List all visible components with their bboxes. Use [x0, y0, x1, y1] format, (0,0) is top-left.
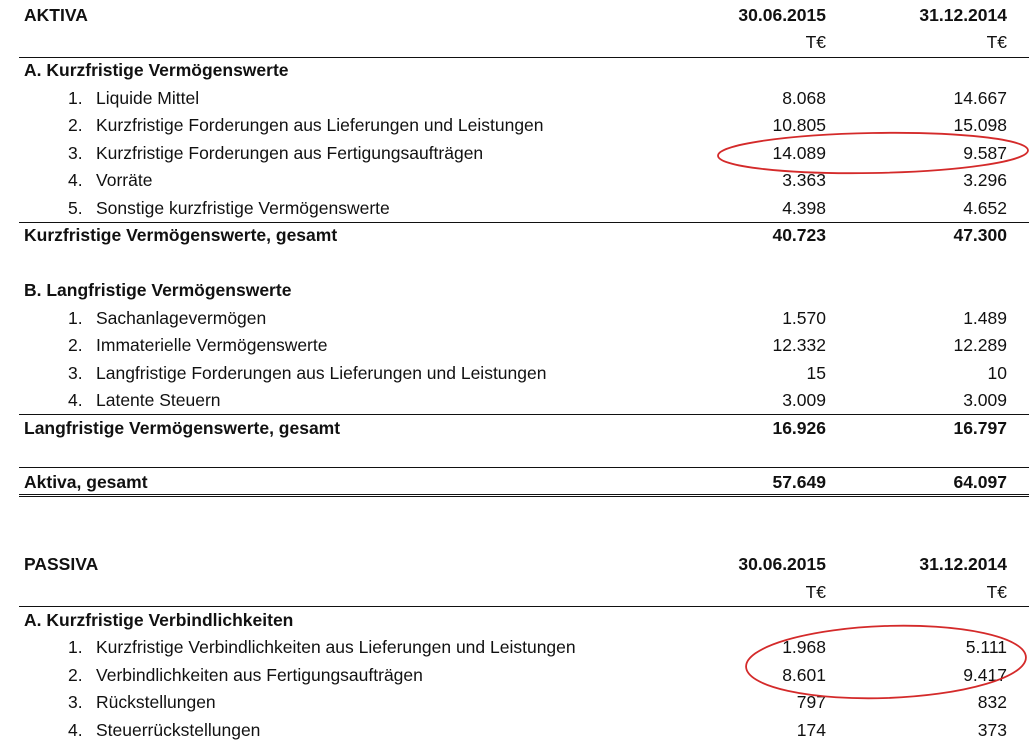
table-row	[0, 717, 1033, 744]
aktiva-col2-unit: T€	[986, 32, 1007, 52]
item-label: Langfristige Forderungen aus Lieferungen und Leistungen	[96, 363, 547, 383]
item-label: Kurzfristige Forderungen aus Lieferungen und Leistungen	[96, 115, 544, 135]
value-2015: 3.009	[782, 390, 826, 410]
value-2015: 8.068	[782, 88, 826, 108]
table-row	[0, 140, 1033, 167]
section-title-row	[0, 277, 1033, 304]
passiva-unit-row	[0, 579, 1033, 606]
item-label: Sachanlagevermögen	[96, 308, 267, 328]
item-number: 1.	[68, 637, 83, 657]
section-title: A. Kurzfristige Vermögenswerte	[24, 60, 289, 80]
passiva-heading: PASSIVA	[24, 554, 99, 574]
value-2015: 14.089	[772, 143, 826, 163]
value-2015: 4.398	[782, 198, 826, 218]
value-2014: 4.652	[963, 198, 1007, 218]
value-2015: 10.805	[772, 115, 826, 135]
value-2015: 174	[796, 720, 826, 740]
item-label: Kurzfristige Verbindlichkeiten aus Lieferungen und Leistungen	[96, 637, 576, 657]
value-2014: 3.009	[963, 390, 1007, 410]
item-number: 4.	[68, 720, 83, 740]
table-row	[0, 689, 1033, 716]
item-label: Sonstige kurzfristige Vermögenswerte	[96, 198, 390, 218]
item-number: 1.	[68, 88, 83, 108]
table-row	[0, 387, 1033, 414]
aktiva-heading: AKTIVA	[24, 5, 88, 25]
item-label: Liquide Mittel	[96, 88, 200, 108]
item-number: 4.	[68, 390, 83, 410]
value-2015: 15	[806, 363, 826, 383]
table-row	[0, 634, 1033, 661]
value-2014: 3.296	[963, 170, 1007, 190]
section-title: A. Kurzfristige Verbindlichkeiten	[24, 610, 294, 630]
aktiva-col2-date: 31.12.2014	[919, 5, 1007, 25]
subtotal-row	[0, 222, 1033, 249]
subtotal-2015: 40.723	[772, 225, 826, 245]
subtotal-2015: 16.926	[772, 418, 826, 438]
value-2015: 3.363	[782, 170, 826, 190]
item-label: Latente Steuern	[96, 390, 221, 410]
value-2014: 12.289	[953, 335, 1007, 355]
grand-total-2015: 57.649	[772, 472, 826, 492]
item-label: Kurzfristige Forderungen aus Fertigungsaufträgen	[96, 143, 484, 163]
section-title: B. Langfristige Vermögenswerte	[24, 280, 292, 300]
value-2015: 8.601	[782, 665, 826, 685]
item-number: 3.	[68, 692, 83, 712]
passiva-col1-date: 30.06.2015	[738, 554, 826, 574]
subtotal-row	[0, 415, 1033, 442]
aktiva-col1-date: 30.06.2015	[738, 5, 826, 25]
aktiva-col1-unit: T€	[805, 32, 826, 52]
subtotal-label: Kurzfristige Vermögenswerte, gesamt	[24, 225, 338, 245]
item-label: Steuerrückstellungen	[96, 720, 261, 740]
table-row	[0, 167, 1033, 194]
subtotal-label: Langfristige Vermögenswerte, gesamt	[24, 418, 341, 438]
value-2015: 12.332	[772, 335, 826, 355]
item-number: 3.	[68, 363, 83, 383]
grand-total-label: Aktiva, gesamt	[24, 472, 148, 492]
table-row	[0, 332, 1033, 359]
item-label: Immaterielle Vermögenswerte	[96, 335, 328, 355]
aktiva-header-row	[0, 2, 1033, 29]
table-row	[0, 112, 1033, 139]
grand-total-row	[0, 469, 1033, 496]
value-2014: 832	[977, 692, 1007, 712]
item-label: Vorräte	[96, 170, 153, 190]
section-title-row	[0, 57, 1033, 84]
item-number: 2.	[68, 335, 83, 355]
value-2015: 797	[796, 692, 826, 712]
item-label: Rückstellungen	[96, 692, 216, 712]
passiva-col2-date: 31.12.2014	[919, 554, 1007, 574]
divider	[19, 467, 1029, 468]
item-number: 2.	[68, 115, 83, 135]
table-row	[0, 305, 1033, 332]
subtotal-2014: 47.300	[953, 225, 1007, 245]
passiva-col1-unit: T€	[805, 582, 826, 602]
table-row	[0, 85, 1033, 112]
grand-total-2014: 64.097	[953, 472, 1007, 492]
value-2014: 15.098	[953, 115, 1007, 135]
value-2014: 9.587	[963, 143, 1007, 163]
double-underline	[19, 494, 1029, 497]
value-2014: 373	[977, 720, 1007, 740]
item-label: Verbindlichkeiten aus Fertigungsaufträgen	[96, 665, 423, 685]
subtotal-2014: 16.797	[953, 418, 1007, 438]
value-2015: 1.968	[782, 637, 826, 657]
table-row	[0, 195, 1033, 222]
section-title-row	[0, 607, 1033, 634]
item-number: 3.	[68, 143, 83, 163]
aktiva-unit-row	[0, 29, 1033, 56]
value-2014: 5.111	[965, 637, 1007, 657]
passiva-col2-unit: T€	[986, 582, 1007, 602]
value-2015: 1.570	[782, 308, 826, 328]
table-row	[0, 360, 1033, 387]
value-2014: 10	[987, 363, 1007, 383]
passiva-header-row	[0, 551, 1033, 578]
item-number: 5.	[68, 198, 83, 218]
value-2014: 9.417	[963, 665, 1007, 685]
value-2014: 1.489	[963, 308, 1007, 328]
item-number: 2.	[68, 665, 83, 685]
item-number: 4.	[68, 170, 83, 190]
item-number: 1.	[68, 308, 83, 328]
value-2014: 14.667	[953, 88, 1007, 108]
table-row	[0, 662, 1033, 689]
